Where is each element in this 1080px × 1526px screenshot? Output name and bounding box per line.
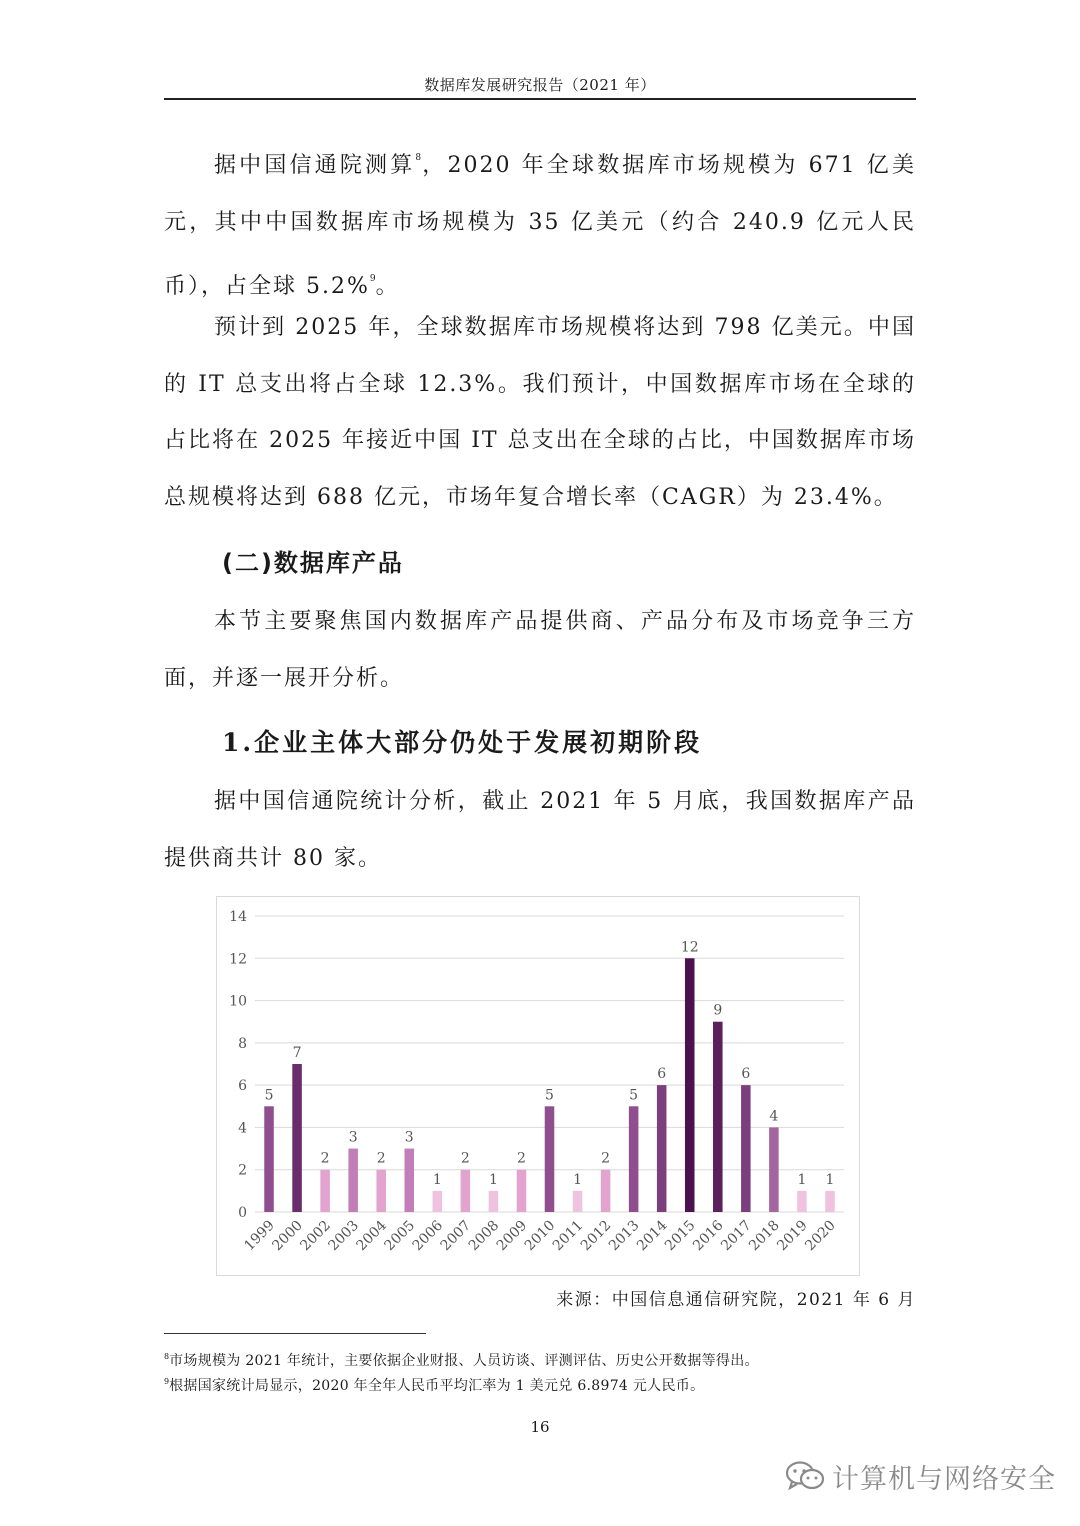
data-label: 5 <box>629 1087 639 1104</box>
page-number: 16 <box>530 1418 550 1436</box>
x-tick-label: 2000 <box>269 1217 306 1255</box>
bar <box>320 1170 330 1212</box>
data-label: 1 <box>488 1171 498 1188</box>
x-tick-label: 2014 <box>634 1217 671 1255</box>
data-label: 1 <box>797 1171 807 1188</box>
footnote-ref-9[interactable]: 9 <box>369 274 376 284</box>
data-label: 9 <box>713 1002 723 1019</box>
data-label: 3 <box>404 1129 414 1146</box>
paragraph-provider-count: 据中国信通院统计分析，截止 2021 年 5 月底，我国数据库产品提供商共计 80 家。 <box>164 789 916 871</box>
y-tick-label: 10 <box>229 993 247 1010</box>
x-tick-label: 2008 <box>465 1217 503 1255</box>
data-label: 5 <box>264 1087 274 1104</box>
data-label: 7 <box>292 1045 302 1061</box>
bar <box>292 1064 302 1212</box>
data-label: 3 <box>348 1129 358 1146</box>
data-label: 6 <box>657 1066 667 1083</box>
footnote-9: $^9$根据国家统计局显示，2020 年全年人民币平均汇率为 1 美元兑 6.8974 元人民币。 <box>164 1377 705 1394</box>
bar <box>545 1106 555 1212</box>
x-tick-label: 2007 <box>437 1217 475 1255</box>
watermark <box>784 1456 1056 1496</box>
data-label: 4 <box>769 1108 779 1125</box>
bar <box>489 1191 499 1212</box>
bar <box>433 1191 443 1212</box>
paragraph-market-size: 据中国信通院测算$^8$，2020 年全球数据库市场规模为 671 亿美元，其中中国数据库市场规模为 35 亿美元（约合 240.9 亿元人民币），占全球 5.2%$^9$。 <box>164 153 916 299</box>
watermark-text: 计算机与网络安全 <box>832 1463 1056 1495</box>
footnote-rule <box>164 1333 426 1334</box>
paragraph-section-intro: 本节主要聚焦国内数据库产品提供商、产品分布及市场竞争三方面，并逐一展开分析。 <box>164 609 916 691</box>
bar <box>264 1106 274 1212</box>
data-label: 5 <box>545 1087 554 1104</box>
y-tick-label: 14 <box>229 909 247 925</box>
x-tick-label: 1999 <box>241 1217 278 1255</box>
paragraph-forecast: 预计到 2025 年，全球数据库市场规模将达到 798 亿美元。中国的 IT 总支出将占全球 12.3%。我们预计，中国数据库市场在全球的占比将在 2025 年接近中国 IT 总支出在全球的占比，中国数据库市场总规模将达到 688 亿元，市场年复合增长率（CAGR）为 23.4%。 <box>164 315 916 510</box>
x-tick-label: 2005 <box>381 1217 419 1255</box>
bar <box>376 1170 386 1212</box>
x-tick-label: 2011 <box>549 1217 587 1255</box>
x-tick-label: 2020 <box>802 1217 839 1255</box>
x-tick-label: 2009 <box>493 1217 531 1255</box>
x-tick-label: 2006 <box>409 1217 447 1255</box>
data-label: 1 <box>573 1171 583 1188</box>
bar <box>348 1149 358 1212</box>
header-rule <box>164 98 916 100</box>
bar <box>517 1170 527 1212</box>
page-header: 数据库发展研究报告（2021 年） <box>424 76 656 94</box>
bar <box>601 1170 611 1212</box>
x-tick-label: 2002 <box>297 1217 334 1255</box>
y-tick-label: 0 <box>238 1205 247 1221</box>
data-label: 2 <box>601 1150 611 1167</box>
x-tick-label: 2015 <box>662 1217 699 1255</box>
bar <box>657 1085 667 1212</box>
data-label: 6 <box>741 1066 751 1083</box>
bar <box>713 1022 723 1212</box>
x-tick-label: 2013 <box>605 1217 643 1255</box>
footnote-8: $^8$市场规模为 2021 年统计，主要依据企业财报、人员访谈、评测评估、历史公开数据等得出。 <box>164 1352 759 1369</box>
chart-canvas <box>217 897 861 1277</box>
data-label: 1 <box>825 1171 835 1188</box>
y-tick-label: 12 <box>229 951 247 968</box>
bar <box>685 958 695 1212</box>
y-tick-label: 8 <box>238 1035 247 1052</box>
bar <box>461 1170 471 1212</box>
y-tick-label: 2 <box>238 1162 247 1179</box>
x-tick-label: 2016 <box>690 1217 727 1255</box>
bar <box>629 1106 639 1212</box>
bar <box>797 1191 807 1212</box>
wechat-icon <box>784 1459 826 1493</box>
footnote-ref-8[interactable]: 8 <box>415 153 422 163</box>
bar <box>825 1191 835 1212</box>
data-label: 12 <box>680 939 699 956</box>
data-label: 2 <box>460 1150 470 1167</box>
bar <box>404 1149 414 1212</box>
bar <box>769 1127 779 1212</box>
y-tick-label: 6 <box>238 1078 247 1095</box>
subsection-heading: 1.企业主体大部分仍处于发展初期阶段 <box>222 728 703 757</box>
x-tick-label: 2003 <box>325 1217 362 1255</box>
x-tick-label: 2019 <box>774 1217 811 1255</box>
x-tick-label: 2017 <box>718 1217 755 1255</box>
provider-bar-chart <box>216 896 860 1276</box>
section-heading: (二)数据库产品 <box>222 549 404 577</box>
x-tick-label: 2010 <box>521 1217 559 1255</box>
y-tick-label: 4 <box>238 1120 247 1137</box>
chart-source: 来源：中国信息通信研究院，2021 年 6 月 <box>556 1290 916 1310</box>
data-label: 1 <box>432 1171 442 1188</box>
x-tick-label: 2012 <box>577 1217 615 1255</box>
data-label: 2 <box>320 1150 330 1167</box>
x-tick-label: 2018 <box>746 1217 783 1255</box>
data-label: 2 <box>376 1150 386 1167</box>
bar <box>573 1191 583 1212</box>
x-tick-label: 2004 <box>353 1217 391 1255</box>
data-label: 2 <box>516 1150 526 1167</box>
bar <box>741 1085 751 1212</box>
